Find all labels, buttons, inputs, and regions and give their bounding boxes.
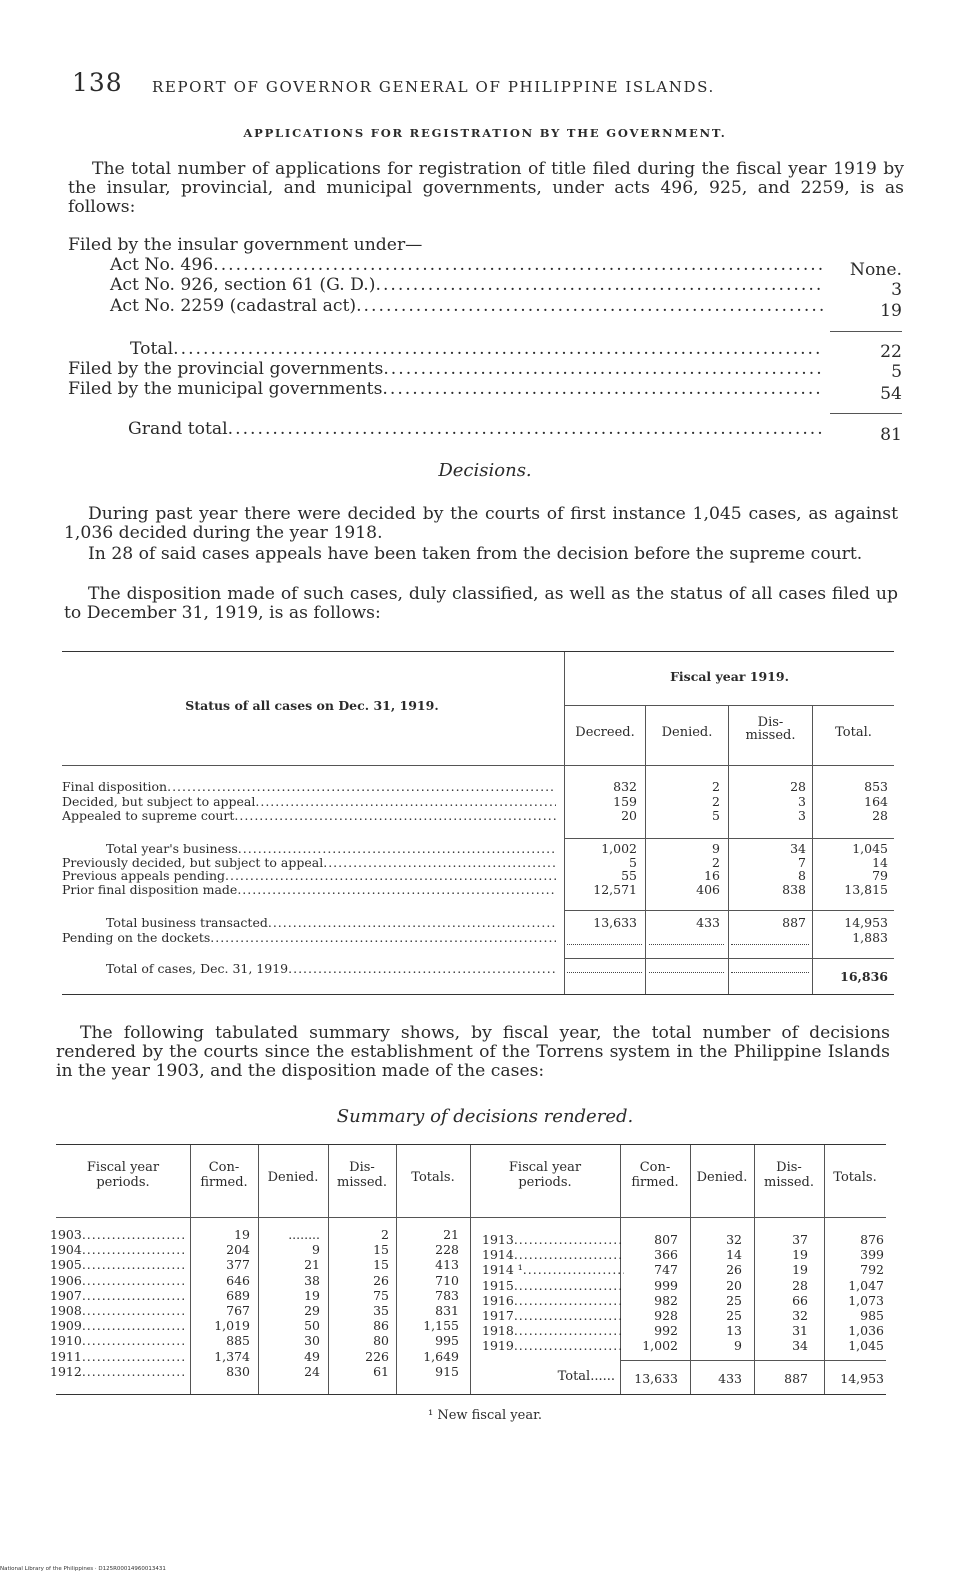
table1-bottom-rule xyxy=(62,994,894,995)
table2-left-year: 1912 xyxy=(50,1363,82,1379)
table2-left-cell: 767 xyxy=(226,1303,250,1318)
table2-right-cell: 999 xyxy=(654,1277,678,1293)
table2-right-year-line xyxy=(482,1263,624,1277)
table2-right-cell: 66 xyxy=(792,1292,808,1308)
table1-cell: 16 xyxy=(704,868,720,883)
table2-left-cell: 830 xyxy=(226,1363,250,1379)
table1-row-label-line xyxy=(62,869,556,883)
act-value: None. xyxy=(849,260,902,280)
table2-left-year: 1908 xyxy=(50,1303,82,1318)
table2-left-year: 1907 xyxy=(50,1287,82,1303)
table1-cell: 164 xyxy=(864,793,888,809)
table1-cell: 5 xyxy=(712,808,720,823)
table1-cell: 2 xyxy=(712,779,720,794)
table2-right-cell: 32 xyxy=(726,1232,742,1247)
table1-cell: 55 xyxy=(621,868,637,883)
table2-left-year-line xyxy=(50,1319,184,1333)
table2-left-cell: 2 xyxy=(381,1227,389,1242)
scan-source: National Library of the Philippines · D125R00014960013431 xyxy=(0,1566,166,1572)
table1-cell: 832 xyxy=(613,779,637,794)
table2-left-header: Totals. xyxy=(411,1170,455,1185)
table2-right-cell: 31 xyxy=(792,1323,808,1339)
table2-left-cell: 1,374 xyxy=(214,1348,250,1364)
table1-cell: 13,633 xyxy=(593,915,637,930)
table2-left-cell: 19 xyxy=(234,1227,250,1242)
table2-right-cell: 1,036 xyxy=(848,1323,884,1339)
table1-cell: 1,883 xyxy=(852,930,888,945)
table2-left-cell: 61 xyxy=(373,1363,389,1379)
table2-left-cell: 9 xyxy=(312,1242,320,1258)
table1-grand-row xyxy=(106,962,556,976)
table2-left-year-line xyxy=(50,1304,184,1318)
grand-total-label: Grand total xyxy=(128,419,228,439)
table2-left-cell: 50 xyxy=(304,1318,320,1334)
provincial-label: Filed by the provincial governments xyxy=(68,359,384,379)
table2-left-cell: 831 xyxy=(435,1303,459,1318)
table2-left-header: Con- firmed. xyxy=(200,1160,248,1190)
table1-cell: 34 xyxy=(790,841,806,856)
table1-cell: 2 xyxy=(712,793,720,809)
table1-row-label-line xyxy=(62,809,556,823)
table2-left-cell: 228 xyxy=(435,1242,459,1258)
table1-row-label: Final disposition xyxy=(62,779,168,794)
table2-total-cell: 14,953 xyxy=(840,1371,884,1386)
table2-right-year: 1918 xyxy=(482,1323,514,1339)
table2-left-cell: 30 xyxy=(304,1333,320,1349)
table2-left-cell: 35 xyxy=(373,1303,389,1318)
table1-col-header: Decreed. xyxy=(575,725,635,740)
table1-blank-cell xyxy=(649,944,724,945)
table2-left-cell: 19 xyxy=(304,1287,320,1303)
table1-row-label-line xyxy=(62,795,556,809)
table2-left-cell: 80 xyxy=(373,1333,389,1349)
table1-row-label-line xyxy=(62,931,556,945)
table2-left-cell: 1,649 xyxy=(423,1348,459,1364)
table2-bottom-rule xyxy=(56,1394,886,1395)
act-label: Act No. 2259 (cadastral act) xyxy=(110,296,357,316)
table1-cell: 159 xyxy=(613,793,637,809)
table2-right-year-line xyxy=(482,1324,624,1338)
section-heading-applications: APPLICATIONS FOR REGISTRATION BY THE GOVERNMENT. xyxy=(243,126,727,140)
table2-header-rule xyxy=(56,1217,886,1218)
table1-header-rule xyxy=(62,765,894,766)
table1-cell: 13,815 xyxy=(844,881,888,897)
table2-right-cell: 19 xyxy=(792,1262,808,1278)
table2-right-year: 1915 xyxy=(482,1277,514,1293)
table2-right-year: 1916 xyxy=(482,1292,514,1308)
table2-left-year-line xyxy=(50,1334,184,1348)
decisions-para-1: During past year there were decided by the courts of first instance 1,045 cases, as against 1,036 decided during the year 1918. xyxy=(64,504,898,543)
table2-right-cell: 25 xyxy=(726,1292,742,1308)
table2-total-cell: 887 xyxy=(784,1371,808,1386)
grand-total-row xyxy=(128,420,824,439)
table1-col-header: Total. xyxy=(835,725,872,740)
table2-right-cell: 876 xyxy=(860,1232,884,1247)
decisions-heading: Decisions. xyxy=(438,460,532,481)
table1-col-header: Dis- missed. xyxy=(745,715,796,743)
filed-insular-label: Filed by the insular government under— xyxy=(68,235,423,255)
table2-left-year-line xyxy=(50,1243,184,1257)
table2-right-cell: 747 xyxy=(654,1262,678,1278)
table1-cell: 14,953 xyxy=(844,915,888,930)
summary-title: Summary of decisions rendered. xyxy=(336,1106,634,1127)
table1-grand-total: 16,836 xyxy=(840,969,888,984)
table2-left-year: 1911 xyxy=(50,1348,82,1364)
table1-cell: 14 xyxy=(872,854,888,870)
table1-row-label-line xyxy=(62,780,556,794)
table1-row-label: Decided, but subject to appeal xyxy=(62,793,256,809)
act-row xyxy=(110,297,824,316)
table2-left-cell: 204 xyxy=(226,1242,250,1258)
provincial-row xyxy=(68,360,824,379)
table1-subtotal-rule xyxy=(565,910,894,911)
municipal-value: 54 xyxy=(880,384,902,404)
table1-blank-cell xyxy=(731,972,809,973)
table2-left-cell: 995 xyxy=(435,1333,459,1349)
table2-right-cell: 25 xyxy=(726,1308,742,1323)
table2-left-cell: 49 xyxy=(304,1348,320,1364)
table1-subtotal-rule xyxy=(565,958,894,959)
table2-right-year-line xyxy=(482,1339,624,1353)
table2-right-cell: 985 xyxy=(860,1308,884,1323)
table2-right-cell: 807 xyxy=(654,1232,678,1247)
table1-row-label: Pending on the dockets xyxy=(62,930,211,945)
table2-right-cell: 32 xyxy=(792,1308,808,1323)
table2-right-cell: 366 xyxy=(654,1247,678,1263)
table1-cell: 28 xyxy=(872,808,888,823)
table2-right-cell: 992 xyxy=(654,1323,678,1339)
table2-left-cell: 26 xyxy=(373,1272,389,1288)
table1-cell: 1,045 xyxy=(852,841,888,856)
table2-total-rule xyxy=(620,1360,886,1361)
table2-right-year-line xyxy=(482,1294,624,1308)
table1-row-label: Previously decided, but subject to appeal xyxy=(62,854,324,870)
table1-cell: 887 xyxy=(782,915,806,930)
table1-cell: 5 xyxy=(629,854,637,870)
table2-left-cell: 783 xyxy=(435,1287,459,1303)
grand-total-value: 81 xyxy=(880,425,902,445)
table2-right-cell: 1,073 xyxy=(848,1292,884,1308)
grand-total-rule xyxy=(830,413,902,414)
table2-right-cell: 1,047 xyxy=(848,1277,884,1293)
table2-left-year: 1906 xyxy=(50,1272,82,1288)
table1-cell: 9 xyxy=(712,841,720,856)
table2-right-header: Con- firmed. xyxy=(631,1160,679,1190)
table2-left-cell: 689 xyxy=(226,1287,250,1303)
table2-left-cell: 21 xyxy=(443,1227,459,1242)
table2-left-cell: 75 xyxy=(373,1287,389,1303)
table1-cell: 8 xyxy=(798,868,806,883)
page-header xyxy=(72,68,912,108)
page-number: 138 xyxy=(72,68,123,97)
table1-cell: 12,571 xyxy=(593,881,637,897)
table2-left-year: 1903 xyxy=(50,1227,82,1242)
table2-right-year: 1913 xyxy=(482,1232,514,1247)
applications-intro: The total number of applications for registration of title filed during the fiscal year 1919 by the insular, provincial, and municipal governments, under acts 496, 925, and 2259, is as follows: xyxy=(68,159,904,217)
table2-right-header: Dis- missed. xyxy=(764,1160,814,1190)
table2-right-header: Totals. xyxy=(833,1170,877,1185)
table2-left-cell: 24 xyxy=(304,1363,320,1379)
table2-right-cell: 26 xyxy=(726,1262,742,1278)
table1-cell: 20 xyxy=(621,808,637,823)
total-rule xyxy=(830,331,902,332)
table1-row-label: Total year's business xyxy=(106,841,238,856)
table2-right-year-line xyxy=(482,1309,624,1323)
table2-right-cell: 34 xyxy=(792,1338,808,1354)
table2-left-header: Denied. xyxy=(267,1170,319,1185)
table1-row-label-line xyxy=(62,883,556,897)
table2-left-cell: 646 xyxy=(226,1272,250,1288)
act-value: 3 xyxy=(891,280,902,300)
table2-right-year-line xyxy=(482,1279,624,1293)
table1-group-header: Fiscal year 1919. xyxy=(670,669,789,684)
table2-top-rule xyxy=(56,1144,886,1145)
table2-right-header: Fiscal year periods. xyxy=(508,1160,582,1190)
table1-cell: 3 xyxy=(798,793,806,809)
table2-right-cell: 9 xyxy=(734,1338,742,1354)
table1-cell: 79 xyxy=(872,868,888,883)
table1-subtotal-rule xyxy=(565,838,894,839)
table2-right-cell: 399 xyxy=(860,1247,884,1263)
table2-right-cell: 37 xyxy=(792,1232,808,1247)
table2-left-cell: 377 xyxy=(226,1257,250,1273)
table1-row-label: Prior final disposition made xyxy=(62,881,238,897)
table2-right-cell: 1,045 xyxy=(848,1338,884,1354)
table1-cell: 2 xyxy=(712,854,720,870)
table2-left-cell: 86 xyxy=(373,1318,389,1334)
table1-cell: 28 xyxy=(790,779,806,794)
act-label: Act No. 926, section 61 (G. D.) xyxy=(110,275,376,295)
table2-left-year-line xyxy=(50,1274,184,1288)
table1-top-rule xyxy=(62,651,894,652)
table2-right-cell: 20 xyxy=(726,1277,742,1293)
table1-blank-cell xyxy=(731,944,809,945)
table1-row-label-line xyxy=(106,842,556,856)
table2-left-cell: 21 xyxy=(304,1257,320,1273)
table2-left-cell: 15 xyxy=(373,1257,389,1273)
table1-row-label: Total business transacted xyxy=(106,915,268,930)
table2-total-cell: 433 xyxy=(718,1371,742,1386)
table2-right-year: 1919 xyxy=(482,1338,514,1354)
total-label: Total xyxy=(130,339,174,359)
table1-cell: 853 xyxy=(864,779,888,794)
table1-grand-label: Total of cases, Dec. 31, 1919 xyxy=(106,961,289,976)
table2-left-year-line xyxy=(50,1258,184,1272)
table1-cell: 433 xyxy=(696,915,720,930)
table2-left-cell: 915 xyxy=(435,1363,459,1379)
decisions-para-3: The disposition made of such cases, duly classified, as well as the status of all cases filed up to December 31, 1919, is as follows: xyxy=(64,584,898,623)
total-value: 22 xyxy=(880,342,902,362)
table2-right-cell: 14 xyxy=(726,1247,742,1263)
table2-right-cell: 792 xyxy=(860,1262,884,1278)
act-value: 19 xyxy=(880,301,902,321)
table2-left-cell: 1,155 xyxy=(423,1318,459,1334)
table2-right-cell: 19 xyxy=(792,1247,808,1263)
table2-left-year-line xyxy=(50,1365,184,1379)
table2-left-cell: 15 xyxy=(373,1242,389,1258)
table2-total-cell: 13,633 xyxy=(634,1371,678,1386)
table1-blank-cell xyxy=(567,972,642,973)
summary-intro: The following tabulated summary shows, by fiscal year, the total number of decisions rendered by the courts since the establishment of the Torrens system in the Philippine Islands in the year 1903, and the disposition made of the cases: xyxy=(56,1023,890,1081)
table2-left-cell: 885 xyxy=(226,1333,250,1349)
table2-left-cell: 38 xyxy=(304,1272,320,1288)
table2-right-header: Denied. xyxy=(696,1170,748,1185)
table2-left-year: 1904 xyxy=(50,1242,82,1258)
table2-left-cell: 413 xyxy=(435,1257,459,1273)
act-row xyxy=(110,256,824,275)
table2-left-year-line xyxy=(50,1228,184,1242)
table2-right-year: 1917 xyxy=(482,1308,514,1323)
municipal-row xyxy=(68,380,824,399)
table1-row-label: Appealed to supreme court xyxy=(62,808,235,823)
table2-right-cell: 928 xyxy=(654,1308,678,1323)
table2-left-cell: ........ xyxy=(288,1227,320,1242)
total-row xyxy=(130,340,824,359)
table2-left-cell: 29 xyxy=(304,1303,320,1318)
decisions-para-2: In 28 of said cases appeals have been taken from the decision before the supreme court. xyxy=(88,544,863,564)
table2-right-year-line xyxy=(482,1233,624,1247)
table2-right-cell: 1,002 xyxy=(642,1338,678,1354)
table2-left-year: 1910 xyxy=(50,1333,82,1349)
table2-total-label: Total...... xyxy=(557,1369,615,1384)
table2-left-year: 1909 xyxy=(50,1318,82,1334)
table2-left-year-line xyxy=(50,1289,184,1303)
provincial-value: 5 xyxy=(891,362,902,382)
table1-row-label-line xyxy=(62,856,556,870)
table2-right-year-line xyxy=(482,1248,624,1262)
table2-right-cell: 982 xyxy=(654,1292,678,1308)
table2-left-cell: 1,019 xyxy=(214,1318,250,1334)
table2-left-cell: 710 xyxy=(435,1272,459,1288)
table1-col-header: Denied. xyxy=(661,725,713,740)
municipal-label: Filed by the municipal governments xyxy=(68,379,383,399)
table2-left-year-line xyxy=(50,1350,184,1364)
table2-right-cell: 28 xyxy=(792,1277,808,1293)
table1-cell: 406 xyxy=(696,881,720,897)
table2-right-year: 1914 xyxy=(482,1247,514,1263)
table1-cell: 7 xyxy=(798,854,806,870)
table2-left-header: Dis- missed. xyxy=(337,1160,387,1190)
table2-left-cell: 226 xyxy=(365,1348,389,1364)
table1-cell: 838 xyxy=(782,881,806,897)
table2-right-cell: 13 xyxy=(726,1323,742,1339)
table1-stub-header: Status of all cases on Dec. 31, 1919. xyxy=(185,698,439,713)
act-label: Act No. 496 xyxy=(110,255,214,275)
table2-right-year: 1914 ¹ xyxy=(482,1262,523,1278)
table1-cell: 1,002 xyxy=(601,841,637,856)
table2-left-header: Fiscal year periods. xyxy=(86,1160,160,1190)
table2-left-year: 1905 xyxy=(50,1257,82,1273)
running-title: REPORT OF GOVERNOR GENERAL OF PHILIPPINE ISLANDS. xyxy=(152,78,715,96)
table1-row-label: Previous appeals pending xyxy=(62,868,226,883)
footnote: ¹ New fiscal year. xyxy=(427,1408,543,1423)
table1-blank-cell xyxy=(649,972,724,973)
table1-row-label-line xyxy=(106,916,556,930)
table1-blank-cell xyxy=(567,944,642,945)
act-row xyxy=(110,276,824,295)
table1-cell: 3 xyxy=(798,808,806,823)
